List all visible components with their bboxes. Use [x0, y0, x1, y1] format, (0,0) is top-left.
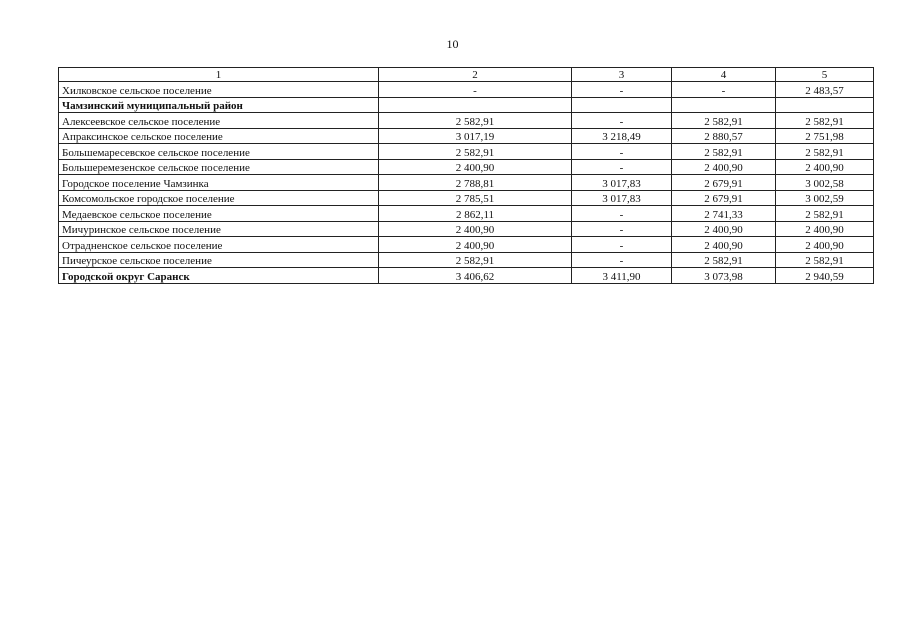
value-cell-col4: 2 400,90	[672, 237, 776, 253]
value-cell-col4: 2 582,91	[672, 144, 776, 160]
value-cell-col5: 2 483,57	[776, 82, 874, 98]
table-row	[59, 252, 874, 268]
value-cell-col4: 2 880,57	[672, 128, 776, 144]
settlement-name-cell: Городской округ Саранск	[59, 268, 379, 284]
table-row	[59, 159, 874, 175]
value-cell-col5	[776, 97, 874, 113]
settlement-name-cell: Городское поселение Чамзинка	[59, 175, 379, 191]
value-cell-col4: -	[672, 82, 776, 98]
page-number: 10	[446, 37, 459, 51]
value-cell-col2: 2 400,90	[379, 221, 572, 237]
table-row	[59, 144, 874, 160]
settlement-name-cell: Алексеевское сельское поселение	[59, 113, 379, 129]
settlement-name-cell: Большеремезенское сельское поселение	[59, 159, 379, 175]
value-cell-col3: -	[572, 113, 672, 129]
table-row	[59, 175, 874, 191]
column-header-1: 1	[59, 68, 379, 82]
value-cell-col5: 2 582,91	[776, 252, 874, 268]
value-cell-col4: 2 679,91	[672, 175, 776, 191]
value-cell-col4: 2 582,91	[672, 252, 776, 268]
settlement-name-cell: Большемаресевское сельское поселение	[59, 144, 379, 160]
value-cell-col3: 3 411,90	[572, 268, 672, 284]
value-cell-col3: 3 218,49	[572, 128, 672, 144]
value-cell-col3: 3 017,83	[572, 175, 672, 191]
value-cell-col5: 2 940,59	[776, 268, 874, 284]
value-cell-col5: 2 400,90	[776, 221, 874, 237]
value-cell-col2: 2 788,81	[379, 175, 572, 191]
value-cell-col5: 3 002,59	[776, 190, 874, 206]
column-header-4: 4	[672, 68, 776, 82]
table-row	[59, 190, 874, 206]
value-cell-col2: 3 017,19	[379, 128, 572, 144]
settlement-name-cell: Медаевское сельское поселение	[59, 206, 379, 222]
value-cell-col2: 2 785,51	[379, 190, 572, 206]
table-header-row	[59, 68, 874, 82]
value-cell-col3: 3 017,83	[572, 190, 672, 206]
settlement-name-cell: Пичеурское сельское поселение	[59, 252, 379, 268]
table-row	[59, 128, 874, 144]
value-cell-col4: 2 582,91	[672, 113, 776, 129]
table-row	[59, 82, 874, 98]
value-cell-col3: -	[572, 144, 672, 160]
value-cell-col2	[379, 97, 572, 113]
table-row	[59, 221, 874, 237]
column-header-5: 5	[776, 68, 874, 82]
value-cell-col2: 2 582,91	[379, 113, 572, 129]
value-cell-col2: 3 406,62	[379, 268, 572, 284]
value-cell-col4: 2 400,90	[672, 159, 776, 175]
value-cell-col5: 2 582,91	[776, 206, 874, 222]
value-cell-col5: 2 751,98	[776, 128, 874, 144]
value-cell-col5: 2 400,90	[776, 237, 874, 253]
settlement-name-cell: Отрадненское сельское поселение	[59, 237, 379, 253]
settlement-name-cell: Мичуринское сельское поселение	[59, 221, 379, 237]
settlement-name-cell: Комсомольское городское поселение	[59, 190, 379, 206]
value-cell-col5: 2 582,91	[776, 144, 874, 160]
table-row	[59, 237, 874, 253]
value-cell-col3	[572, 97, 672, 113]
value-cell-col4: 3 073,98	[672, 268, 776, 284]
value-cell-col2: 2 400,90	[379, 159, 572, 175]
value-cell-col4: 2 679,91	[672, 190, 776, 206]
settlement-name-cell: Хилковское сельское поселение	[59, 82, 379, 98]
table-row	[59, 206, 874, 222]
column-header-3: 3	[572, 68, 672, 82]
settlement-name-cell: Апраксинское сельское поселение	[59, 128, 379, 144]
table-row	[59, 113, 874, 129]
value-cell-col3: -	[572, 221, 672, 237]
value-cell-col5: 3 002,58	[776, 175, 874, 191]
value-cell-col2: 2 862,11	[379, 206, 572, 222]
value-cell-col3: -	[572, 252, 672, 268]
value-cell-col2: 2 582,91	[379, 144, 572, 160]
value-cell-col3: -	[572, 159, 672, 175]
tariff-table	[58, 67, 874, 284]
column-header-2: 2	[379, 68, 572, 82]
value-cell-col5: 2 582,91	[776, 113, 874, 129]
value-cell-col2: 2 400,90	[379, 237, 572, 253]
value-cell-col2: -	[379, 82, 572, 98]
value-cell-col4: 2 400,90	[672, 221, 776, 237]
value-cell-col3: -	[572, 82, 672, 98]
table-row	[59, 268, 874, 284]
value-cell-col5: 2 400,90	[776, 159, 874, 175]
value-cell-col2: 2 582,91	[379, 252, 572, 268]
value-cell-col4: 2 741,33	[672, 206, 776, 222]
value-cell-col3: -	[572, 237, 672, 253]
value-cell-col4	[672, 97, 776, 113]
table-row	[59, 97, 874, 113]
settlement-name-cell: Чамзинский муниципальный район	[59, 97, 379, 113]
value-cell-col3: -	[572, 206, 672, 222]
